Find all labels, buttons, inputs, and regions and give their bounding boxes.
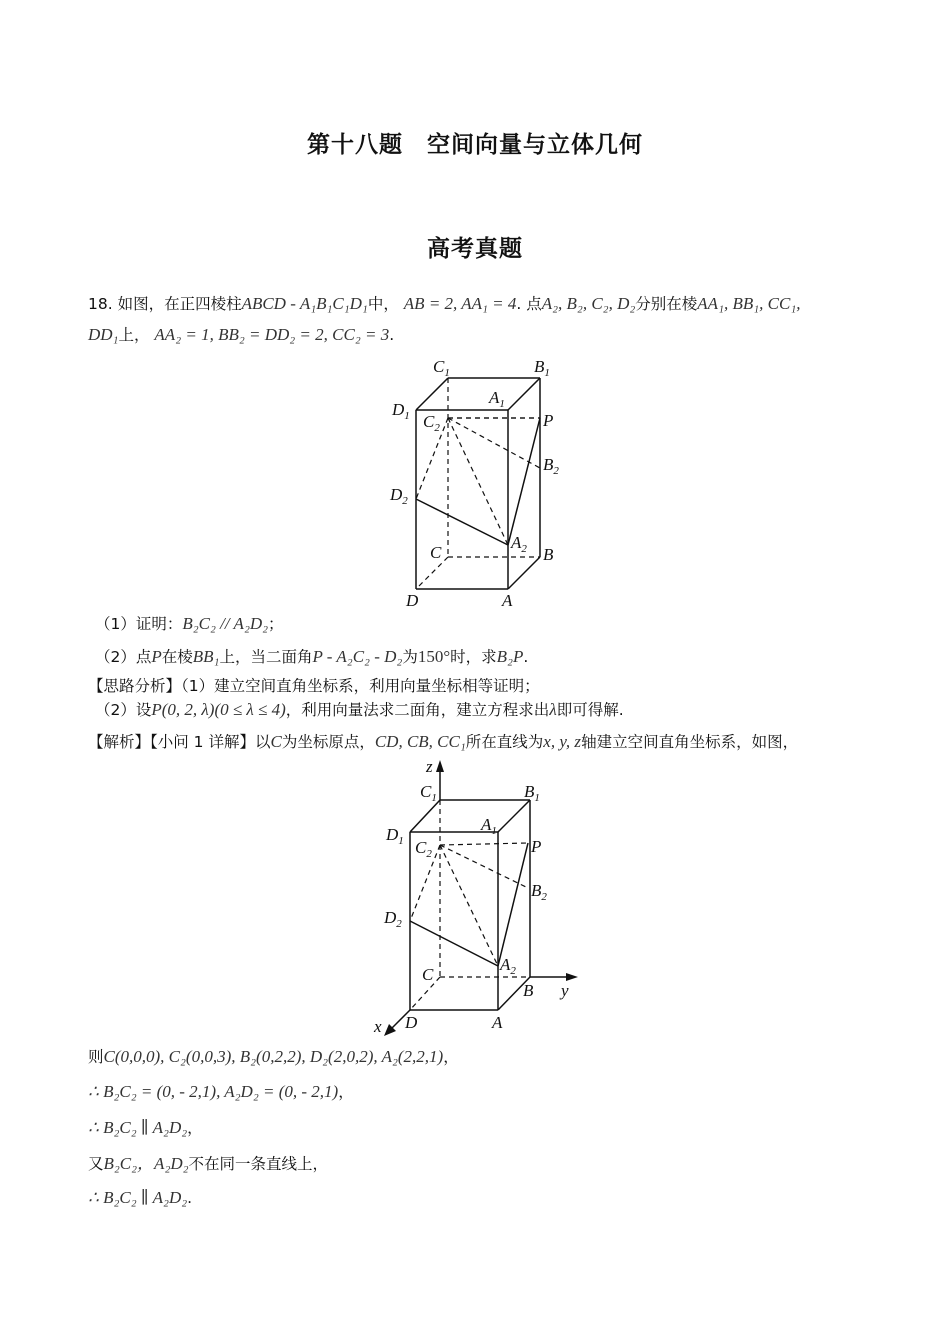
analysis-line-1: 【思路分析】（1）建立空间直角坐标系，利用向量坐标相等证明； (88, 677, 540, 695)
analysis-text: ，利用向量法求二面角，建立方程求出 (285, 701, 550, 719)
axis-z-label: z (426, 757, 433, 776)
q1-prefix: （1）证明： (95, 615, 183, 633)
label-C2: $C_2$ (423, 412, 440, 434)
q2-text: 为 (402, 648, 418, 666)
conclusion-line (88, 1187, 192, 1209)
label-P: P (531, 837, 542, 856)
problem-text: . 点 (516, 295, 542, 313)
label-B2: $B_2$ (531, 881, 547, 903)
parallel-line (88, 1117, 203, 1139)
analysis-end: 即可得解. (556, 701, 624, 719)
q1-end: ； (268, 615, 284, 633)
analysis-prefix: （2）设 (95, 701, 152, 719)
label-D: D (405, 1013, 418, 1032)
solution-origin: C (270, 732, 282, 751)
label-A1: $A_1$ (481, 815, 497, 837)
problem-text: 分别在棱 (635, 295, 698, 313)
solution-text: 轴建立空间直角坐标系，如图， (581, 733, 799, 751)
vector-end: ， (338, 1083, 354, 1101)
problem-line-1 (88, 293, 801, 315)
cond1-math: AB = 2, AA₁ = 4 (403, 294, 517, 313)
page-title: 第十八题 空间向量与立体几何 (307, 132, 643, 158)
label-C: C (430, 543, 442, 562)
not-collinear-line (88, 1153, 328, 1175)
solution-text: 为坐标原点， (281, 733, 375, 751)
label-A1: $A_1$ (489, 388, 505, 410)
vector-line (88, 1081, 354, 1103)
points-math: A₂, B₂, C₂, D₂ (541, 294, 636, 313)
label-B: B (543, 545, 554, 564)
q2-edge: BB₁ (192, 647, 220, 666)
label-A: A (502, 591, 513, 610)
solution-edges: CD, CB, CC₁ (374, 732, 466, 751)
coords-math: C(0,0,0), C₂(0,0,3), B₂(0,2,2), D₂(2,0,2), A₂(2,2,1) (103, 1047, 444, 1066)
not-collinear-math: B₂C₂，A₂D₂ (103, 1154, 189, 1173)
label-D1: $D_1$ (392, 400, 410, 422)
q2-end: . (523, 648, 529, 666)
q2-text: 上，当二面角 (219, 648, 313, 666)
vector-math: ∴ B₂C₂ = (0, - 2,1), A₂D₂ = (0, - 2,1) (88, 1082, 339, 1101)
label-A: A (492, 1013, 503, 1032)
problem-text: . (389, 326, 395, 344)
label-B2: $B_2$ (543, 455, 559, 477)
cond2-math: AA₂ = 1, BB₂ = DD₂ = 2, CC₂ = 3 (154, 325, 390, 344)
conclusion-math: ∴ B₂C₂ ∥ A₂D₂ (88, 1188, 188, 1207)
edges-math: AA₁, BB₁, CC₁, (697, 294, 801, 313)
coords-prefix: 则 (88, 1048, 104, 1066)
solution-line-1 (88, 731, 798, 753)
label-D1: $D_1$ (386, 825, 404, 847)
label-P: P (543, 411, 554, 430)
question-1 (95, 613, 284, 635)
coords-end: ， (443, 1048, 459, 1066)
axis-x-label: x (374, 1017, 382, 1036)
coords-line (88, 1046, 459, 1068)
q2-value: 150° (417, 647, 451, 666)
problem-prefix: 18. 如图，在正四棱柱 (88, 295, 242, 313)
q2-angle: P - A₂C₂ - D₂ (312, 647, 403, 666)
label-D2: $D_2$ (384, 908, 402, 930)
label-C1: $C_1$ (433, 357, 450, 379)
axis-y-label: y (561, 981, 569, 1000)
not-collinear-end: 不在同一条直线上， (188, 1155, 329, 1173)
label-A2: $A_2$ (500, 955, 516, 977)
problem-line-2 (88, 324, 394, 346)
label-C2: $C_2$ (415, 838, 432, 860)
label-B1: $B_1$ (524, 782, 540, 804)
section-title: 高考真题 (427, 236, 523, 262)
q2-prefix: （2）点 (95, 648, 152, 666)
edge-dd1: DD₁ (88, 325, 119, 344)
analysis-line-2 (95, 699, 624, 721)
not-collinear-prefix: 又 (88, 1155, 104, 1173)
q1-math: B₂C₂ // A₂D₂ (182, 614, 269, 633)
label-D2: $D_2$ (390, 485, 408, 507)
solution-text: 所在直线为 (465, 733, 544, 751)
q2-text: 时，求 (450, 648, 497, 666)
prism-figure-1 (385, 350, 575, 612)
label-B: B (523, 981, 534, 1000)
q2-target: B₂P (496, 647, 524, 666)
problem-text: 中， (367, 295, 399, 313)
label-D: D (406, 591, 419, 610)
q2-text: 在棱 (161, 648, 193, 666)
solution-prefix: 【解析】【小问 1 详解】以 (88, 733, 271, 751)
q2-point: P (151, 647, 162, 666)
analysis-lambda: λ (549, 700, 557, 719)
parallel-end: ， (187, 1119, 203, 1137)
parallel-math: ∴ B₂C₂ ∥ A₂D₂ (88, 1118, 188, 1137)
problem-text: 上， (118, 326, 150, 344)
question-2 (95, 646, 528, 668)
label-B1: $B_1$ (534, 357, 550, 379)
analysis-math: P(0, 2, λ)(0 ≤ λ ≤ 4) (151, 700, 286, 719)
solution-axes: x, y, z (543, 732, 582, 751)
prism-math: ABCD - A₁B₁C₁D₁ (241, 294, 368, 313)
label-C: C (422, 965, 434, 984)
label-C1: $C_1$ (420, 782, 437, 804)
label-A2: $A_2$ (511, 533, 527, 555)
conclusion-end: . (187, 1189, 193, 1207)
prism-figure-2 (370, 756, 585, 1042)
